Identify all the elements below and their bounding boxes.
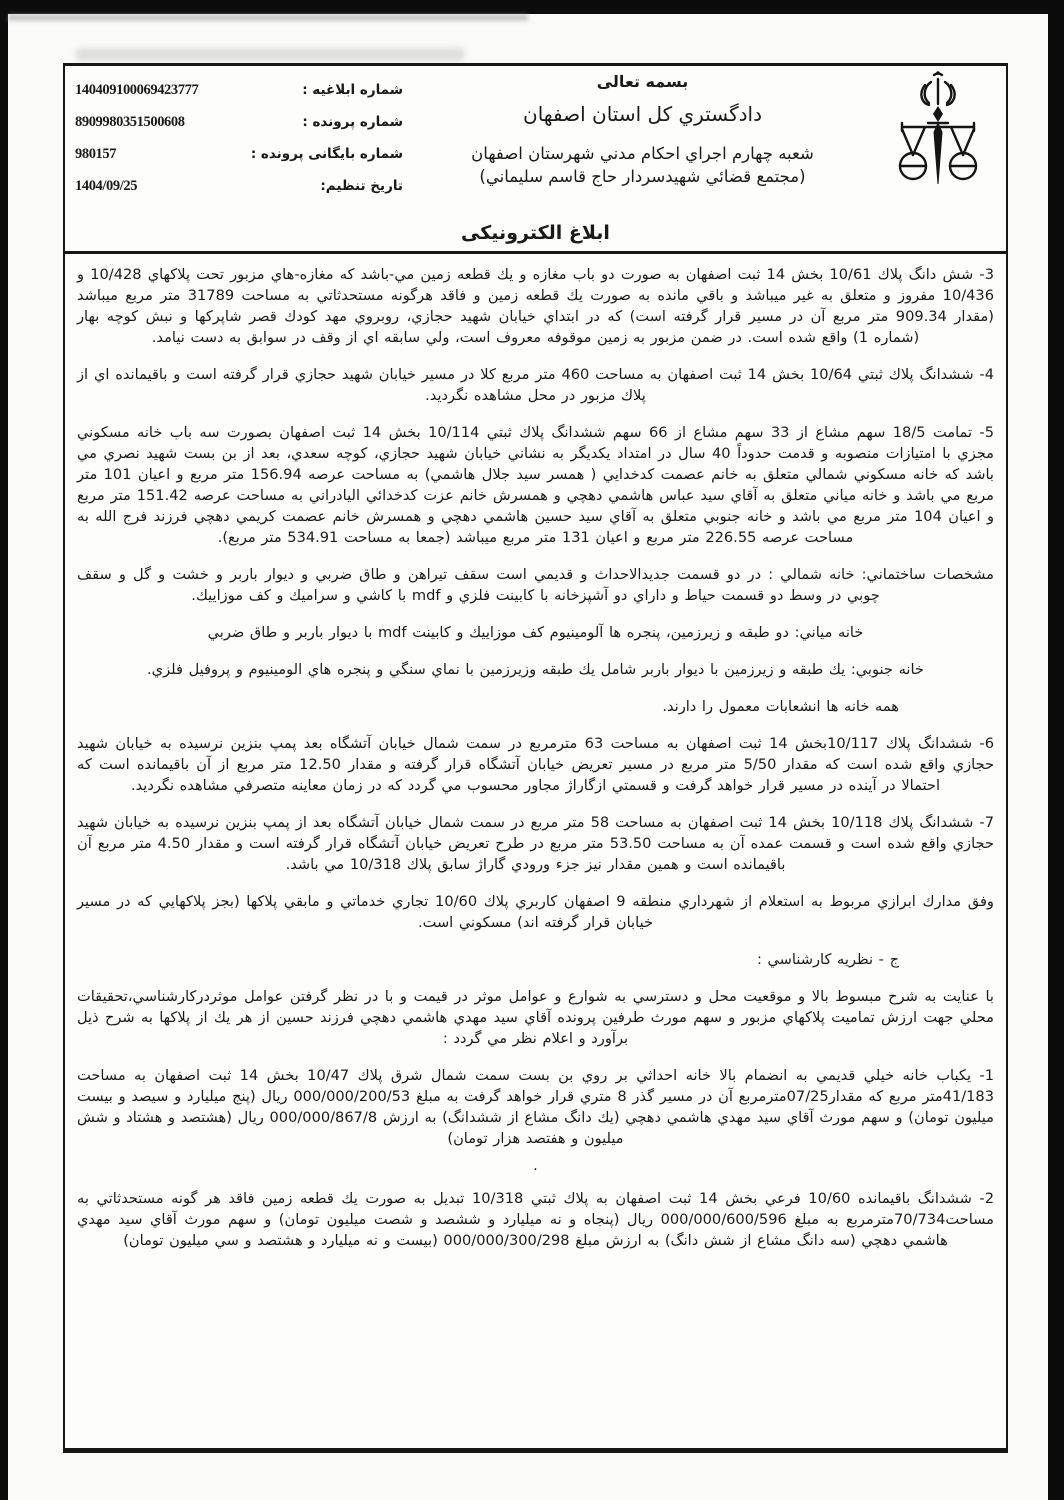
field-value: 980157 [75,146,117,162]
header-titles [395,72,890,188]
branch-line-1: شعبه چهارم اجراي احکام مدني شهرستان اصفهان [471,144,814,163]
field-label: شماره بایگانی پرونده : [250,146,403,162]
field-value: 140409100069423777 [75,82,199,98]
body-paragraph: . [533,1157,538,1174]
body-paragraph: خانه جنوبي: يك طبقه و زيرزمين با ديوار باربر شامل يك طبقه وزيرزمين با نماي سنگي و پنجره هاي الومينيوم و پروفيل فلزي. [147,661,924,678]
body-paragraph: ج - نظريه كارشناسي : [756,951,899,968]
body-paragraph: وفق مدارك ابرازي مربوط به استعلام از شهرداري منطقه 9 اصفهان كاربري پلاك 10/60 تجاري خدماتي و مابقي پلاكها (بجز پلاكهايي كه در مسير خيابان قرار گرفته اند) مسكوني است. [77,893,994,931]
scan-edge-right [1048,0,1064,1500]
header-field-row [75,114,403,134]
besmellah-text: بسمه تعالی [596,72,689,91]
body-paragraph: با عنايت به شرح مبسوط بالا و موقعيت محل و دسترسي به شوارع و عوامل موثر در قيمت و با در نظر گرفتن عوامل موثردركارشناسي،تحقيقات محلي جهت ارزش تماميت پلاكهاي مزبور و سهم مورث طرفين پرونده آقاي سيد مهدي هاشمي دهچي فرزند حسين از هر يك از پلاكها به شرح ذيل برآورد و اعلام نظر مي گردد : [77,988,994,1047]
body-paragraph: 4- ششدانگ پلاك ثبتي 10/64 بخش 14 ثبت اصفهان به مساحت 460 متر مربع كلا در مسير خيابان شهيد حجازي قرار گرفته است و باقيمانده اي از پلاك مزبور در محل مشاهده نگرديد. [77,366,994,404]
field-value: 1404/09/25 [75,178,138,194]
document-page [63,63,1008,1453]
field-label: شماره پرونده : [302,114,403,130]
document-body [65,254,1006,1251]
header-field-row [75,178,403,198]
header-fields [75,82,403,210]
body-paragraph: 7- ششدانگ پلاك 10/118 بخش 14 ثبت اصفهان به مساحت 58 متر مربع در سمت شمال خيابان آتشگاه بعد از پمپ بنزين نرسيده به خيابان شهيد حجازي واقع شده است و قسمت عمده آن به مساحت 53.50 متر مربع در طرح تعريض خيابان آتشگاه قرار گرفته است و مقدار 4.50 متر مربع آن باقيمانده است و همين مقدار نيز جزء ورودي گاراژ سابق پلاك 10/318 مي باشد. [77,814,994,873]
body-paragraph: 2- ششدانگ باقيمانده 10/60 فرعي بخش 14 ثبت اصفهان به پلاك ثبتي 10/318 تبديل به صورت يك قطعه زمين فاقد هر گونه مستحدثاتي به مساحت70/734مترمربع به مبلغ 000/000/600/596 ريال (پنجاه و نه ميليارد و ششصد و شصت ميليون تومان) و سهم مورث آقاي سيد مهدي هاشمي دهچي (سه دانگ مشاع از شش دانگ) به ارزش مبلغ 000/000/300/298 (بيست و نه ميليارد و هشتصد و سي ميليون تومان) [77,1190,994,1249]
body-paragraph: 6- ششدانگ پلاك 10/117بخش 14 ثبت اصفهان به مساحت 63 مترمربع در سمت شمال خيابان آتشگاه بعد پمپ بنزين نرسيده به خيابان شهيد حجازي واقع شده است كه مقدار 5/50 متر مربع در مسير تعريض خيابان آتشگاه قرار گرفته و مقدار 12.50 متر مربع از آن باقيمانده است كه احتمالا در آينده در مسير قرار خواهد گرفت و قسمتي ازگاراژ مجاور محسوب مي گردد كه در زمان معاينه متصرفي مشاهده نگرديد. [77,735,995,794]
body-paragraph: همه خانه ها انشعابات معمول را دارند. [662,698,899,715]
body-paragraph: 3- شش دانگ پلاك 10/61 بخش 14 ثبت اصفهان به صورت دو باب مغازه و يك قطعه زمين مي-باشد كه مغازه-هاي مزبور تحت پلاكهاي 10/428 و 10/436 مفروز و متعلق به غير ميباشد و باقي مانده به صورت يك قطعه زمين و فاقد هرگونه مستحدثاتي به مساحت 31789 متر مربع ميباشد (مقدار 909.34 متر مربع آن در مسير قرار گرفته است) كه در ابتداي خيابان شهيد حجازي، روبروي مهد كودك قصر شاپركها و نبش كوچه بهار (شماره 1) واقع شده است. در ضمن مزبور به زمين موقوفه معروف است، ولي سابقه اي از وقف در سوابق به دست نيامد. [77,266,995,346]
body-paragraph: مشخصات ساختماني: خانه شمالي : در دو قسمت جديدالاحداث و قديمي است سقف تيراهن و طاق ضربي و ديوار باربر و خشت و گل و سقف چوبي در وسط دو قسمت حياط و داراي دو آشپزخانه با كابينت فلزي و mdf با كاشي و سراميك و كف موزاييك. [77,566,994,604]
header-field-row [75,82,403,102]
scan-smudge [8,14,528,21]
document-header [65,66,1006,216]
body-paragraph: خانه مياني: دو طبقه و زيرزمين، پنجره ها آلومينيوم كف موزاييك و كابينت mdf با ديوار باربر و طاق ضربي [207,624,864,641]
electronic-notice-title: ابلاغ الکترونیکی [65,220,1006,254]
judiciary-scales-emblem-icon [888,70,988,200]
body-paragraph: 1- يكباب خانه خيلي قديمي به انضمام بالا خانه احداثي بر روي بن بست سمت شمال شرق پلاك 10/47 بخش 14 ثبت اصفهان به مساحت 41/183متر مربع كه مقدار07/25مترمربع آن در مسير گذر 8 متري قرار خواهد گرفت به مبلغ 000/000/200/53 ريال (پنج ميليارد و سيصد و بيست ميليون تومان) و سهم مورث آقاي سيد مهدي هاشمي دهچي (يك دانگ مشاع از ششدانگ) به ارزش 000/000/867/8 ريال (هشتصد و هشتاد و شش ميليون و هفتصد هزار تومان) [77,1067,994,1147]
header-field-row [75,146,403,166]
field-label: تاریخ تنظیم: [320,178,403,194]
org-title: دادگستري کل استان اصفهان [523,102,762,126]
field-value: 8909980351500608 [75,114,185,130]
body-paragraph: 5- تمامت 18/5 سهم مشاع از 33 سهم مشاع از 66 سهم ششدانگ پلاك ثبتي 10/114 بخش 14 ثبت اصفهان بصورت سه باب خانه مسكوني مجزي با امتيازات منصوبه و قدمت حدوداً 40 سال در امتداد يكديگر به نشاني خيابان شهيد حجازي، كوچه سعدي، بعد از بن بست شهيد نصري مي باشد كه خانه مسكوني شمالي متعلق به خانم عصمت كدخدايي ( همسر سيد جلال هاشمي) به مساحت عرصه 156.94 متر مربع و اعيان 101 متر مربع مي باشد و خانه مياني متعلق به آقاي سيد عباس هاشمي دهچي و همسرش خانم عزت كدخدائي اليادراني به مساحت عرصه 151.42 متر مربع و اعيان 104 متر مربع مي باشد و خانه جنوبي متعلق به آقاي سيد حسين هاشمي دهچي و همسرش خانم عصمت كريمي دهچي فرزند فرج الله به مساحت عرصه 226.55 متر مربع و اعيان 131 متر مربع ميباشد (جمعا به مساحت 534.91 متر مربع). [77,424,995,546]
scan-smudge [75,48,465,61]
scan-edge-top [0,0,1064,14]
field-label: شماره ابلاغيه : [302,82,403,98]
scan-edge-left [0,0,8,1500]
branch-line-2: (مجتمع قضائي شهیدسردار حاج قاسم سلیماني) [479,167,806,186]
